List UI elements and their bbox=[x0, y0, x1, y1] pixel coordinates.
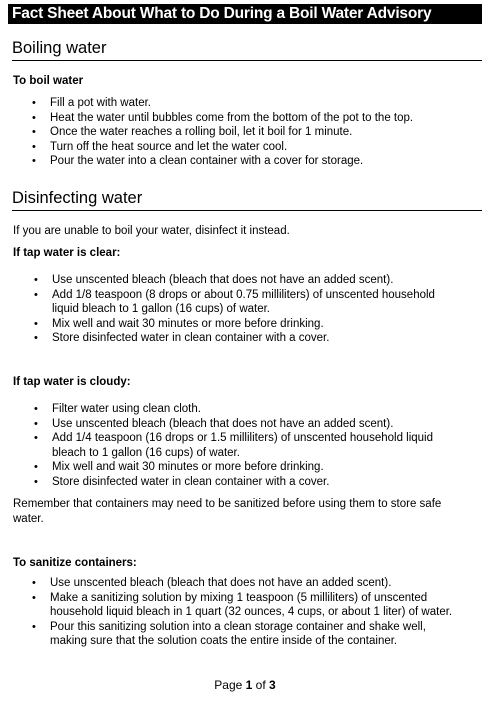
list-item bbox=[32, 620, 462, 649]
list-item-text: Mix well and wait 30 minutes or more before drinking. bbox=[52, 461, 324, 474]
list-item-text: Store disinfected water in clean container with a cover. bbox=[52, 475, 330, 488]
list-item bbox=[32, 96, 470, 111]
list-item-text: Add 1/8 teaspoon (8 drops or about 0.75 milliliters) of unscented household liquid bleach to 1 gallon (16 cups) of water. bbox=[52, 288, 435, 316]
bullet-icon: • bbox=[34, 417, 38, 430]
list-item-text: Store disinfected water in clean container with a cover. bbox=[52, 332, 330, 345]
subheading-to-boil-water: To boil water bbox=[13, 75, 84, 87]
subheading-sanitize-containers: To sanitize containers: bbox=[13, 557, 137, 569]
bullet-icon: • bbox=[32, 620, 36, 633]
list-item bbox=[34, 288, 462, 317]
list-item-text: Use unscented bleach (bleach that does not have an added scent). bbox=[52, 274, 394, 286]
list-item bbox=[32, 576, 462, 591]
bullet-icon: • bbox=[32, 111, 36, 124]
cloudy-water-steps-list bbox=[34, 402, 462, 490]
bullet-icon: • bbox=[34, 317, 38, 330]
list-item bbox=[34, 460, 462, 475]
list-item bbox=[34, 331, 462, 346]
bullet-icon: • bbox=[32, 126, 36, 139]
page-label: Page bbox=[214, 678, 243, 692]
list-item-text: Filter water using clean cloth. bbox=[52, 403, 201, 415]
bullet-icon: • bbox=[32, 577, 36, 589]
bullet-icon: • bbox=[32, 591, 36, 604]
list-item bbox=[34, 273, 462, 288]
list-item-text: Fill a pot with water. bbox=[50, 97, 151, 109]
bullet-icon: • bbox=[34, 403, 38, 415]
bullet-icon: • bbox=[34, 461, 38, 474]
page-footer bbox=[0, 678, 490, 693]
bullet-icon: • bbox=[34, 475, 38, 488]
section-divider bbox=[12, 60, 482, 61]
list-item-text: Use unscented bleach (bleach that does not have an added scent). bbox=[52, 417, 394, 430]
document-title: Fact Sheet About What to Do During a Boil Water Advisory bbox=[8, 4, 482, 24]
section-divider bbox=[12, 210, 482, 211]
boiling-steps-list bbox=[32, 96, 470, 169]
bullet-icon: • bbox=[34, 288, 38, 301]
bullet-icon: • bbox=[32, 97, 36, 109]
sanitize-steps-list bbox=[32, 576, 462, 649]
list-item bbox=[34, 317, 462, 332]
of-label: of bbox=[255, 678, 266, 692]
list-item bbox=[34, 417, 462, 432]
list-item bbox=[34, 402, 462, 417]
bullet-icon: • bbox=[34, 274, 38, 286]
list-item bbox=[32, 125, 470, 140]
bullet-icon: • bbox=[34, 332, 38, 345]
list-item-text: Make a sanitizing solution by mixing 1 teaspoon (5 milliliters) of unscented household liquid bleach in 1 quart (32 ounces, 4 cups, or about 1 liter) of water. bbox=[50, 591, 453, 619]
list-item bbox=[32, 111, 470, 126]
disinfect-intro: If you are unable to boil your water, disinfect it instead. bbox=[13, 225, 290, 237]
page-number: 1 bbox=[245, 678, 253, 692]
list-item-text: Turn off the heat source and let the water cool. bbox=[50, 140, 288, 153]
list-item-text: Mix well and wait 30 minutes or more before drinking. bbox=[52, 317, 324, 330]
list-item-text: Heat the water until bubbles come from the bottom of the pot to the top. bbox=[50, 111, 414, 124]
list-item bbox=[34, 475, 462, 490]
list-item-text: Add 1/4 teaspoon (16 drops or 1.5 milliliters) of unscented household liquid bleach to 1 gallon (16 cups) of water. bbox=[52, 432, 434, 459]
list-item-text: Pour the water into a clean container with a cover for storage. bbox=[50, 155, 364, 168]
remember-note: Remember that containers may need to be sanitized before using them to store safe water. bbox=[13, 498, 442, 525]
section-heading-boiling: Boiling water bbox=[12, 39, 107, 57]
list-item bbox=[32, 154, 470, 169]
page-total: 3 bbox=[269, 678, 276, 692]
section-heading-disinfecting: Disinfecting water bbox=[12, 189, 143, 207]
bullet-icon: • bbox=[32, 155, 36, 168]
bullet-icon: • bbox=[34, 432, 38, 445]
list-item-text: Use unscented bleach (bleach that does not have an added scent). bbox=[50, 577, 392, 589]
subheading-clear-water: If tap water is clear: bbox=[13, 247, 121, 259]
clear-water-steps-list bbox=[34, 273, 462, 346]
list-item-text: Once the water reaches a rolling boil, let it boil for 1 minute. bbox=[50, 126, 353, 139]
bullet-icon: • bbox=[32, 140, 36, 153]
list-item bbox=[32, 140, 470, 155]
list-item bbox=[32, 591, 462, 620]
subheading-cloudy-water: If tap water is cloudy: bbox=[13, 376, 131, 388]
list-item bbox=[34, 431, 462, 460]
list-item-text: Pour this sanitizing solution into a clean storage container and shake well, making sure that the solution coats the entire inside of the container. bbox=[50, 620, 426, 648]
